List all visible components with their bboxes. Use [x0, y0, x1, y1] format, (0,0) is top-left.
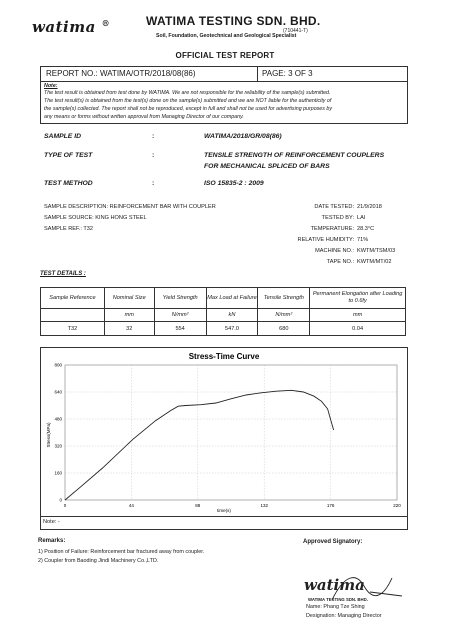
condition-label: RELATIVE HUMIDITY: [297, 237, 354, 243]
sample-id-value: WATIMA/2018/GR/08(86) [204, 133, 282, 140]
note-line: The test result(s) is obtained from the test(s) done on the sample(s) submitted and we are NOT liable for the authenticity of [44, 98, 332, 104]
x-tick-label: 44 [128, 503, 134, 508]
company-logo: watima ® [32, 18, 111, 36]
condition-label: TAPE NO.: [326, 259, 354, 265]
note-line: The test result is obtained from test done by WATIMA. We are not responsible for the reliability of the sample(s) submitted. [44, 90, 331, 96]
unit-cell: kN [206, 309, 258, 322]
report-number-box [40, 66, 408, 82]
unit-cell [41, 309, 105, 322]
stamp-company: WATIMA TESTING SDN. BHD. [308, 597, 368, 602]
colon: : [152, 152, 155, 159]
table-row [41, 322, 406, 336]
condition-value: 21/9/2018 [357, 204, 382, 210]
colon: : [152, 133, 155, 140]
x-tick-label: 0 [63, 503, 67, 508]
unit-cell: N/mm² [258, 309, 310, 322]
company-tagline: Soil, Foundation, Geotechnical and Geological Specialist [156, 33, 297, 39]
table-header-row [41, 288, 406, 309]
condition-label: TEMPERATURE: [310, 226, 354, 232]
y-tick-label: 800 [54, 362, 62, 368]
colon: : [152, 180, 155, 187]
condition-value: KWTM/MT/02 [357, 259, 392, 265]
condition-label: DATE TESTED: [314, 204, 354, 210]
column-header: Tensile Strength [258, 288, 310, 309]
y-tick-label: 320 [54, 443, 62, 449]
stamp-logo: watima [304, 576, 365, 594]
test-type-label: TYPE OF TEST [44, 152, 93, 159]
notes-row [40, 516, 408, 530]
unit-cell: N/mm² [154, 309, 206, 322]
condition-value: KWTM/TSM/03 [357, 248, 396, 254]
company-name: WATIMA TESTING SDN. BHD. [146, 14, 321, 28]
column-header: Yield Strength [154, 288, 206, 309]
note-line: any means or forms without written approval from Managing Director of our company. [44, 114, 244, 120]
note-title: Note: [44, 83, 58, 89]
x-tick-label: 176 [326, 503, 335, 508]
company-stamp-signature [274, 570, 410, 604]
report-title: OFFICIAL TEST REPORT [175, 51, 275, 60]
remarks-heading: Remarks: [38, 538, 66, 544]
notes-text: Note: - [43, 519, 60, 525]
report-number: REPORT NO.: WATIMA/OTR/2018/08(86) [46, 69, 196, 78]
table-cell: 554 [154, 322, 206, 336]
signatory-designation: Designation: Managing Director [306, 613, 382, 619]
x-tick-label: 88 [195, 503, 201, 508]
plot-area [65, 365, 397, 500]
x-tick-label: 132 [260, 503, 268, 508]
test-details-heading: TEST DETAILS : [40, 271, 86, 277]
divider [257, 67, 258, 81]
sample-id-label: SAMPLE ID [44, 133, 82, 140]
y-tick-label: 160 [54, 470, 62, 476]
unit-cell: mm [310, 309, 406, 322]
column-header: Permanent Elongation after Loading to 0.6fy [310, 288, 406, 309]
x-tick-label: 220 [393, 503, 401, 508]
remark-item: 1) Position of Failure: Reinforcement bar fractured away from coupler. [38, 549, 205, 555]
table-cell: 547.0 [206, 322, 258, 336]
test-type-value-1: TENSILE STRENGTH OF REINFORCEMENT COUPLERS [204, 152, 385, 159]
registration-number: (710441-T) [283, 28, 308, 34]
table-units-row [41, 309, 406, 322]
signatory-name: Name: Phang Tze Shing [306, 604, 365, 610]
chart-frame [40, 347, 408, 517]
page-indicator: PAGE: 3 OF 3 [262, 69, 313, 78]
x-axis-label: time(s) [217, 508, 231, 513]
condition-value: LAI [357, 215, 366, 221]
table-cell: T32 [41, 322, 105, 336]
test-type-value-2: FOR MECHANICAL SPLICED OF BARS [204, 163, 330, 170]
disclaimer-note [40, 81, 408, 124]
chart-title: Stress-Time Curve [188, 352, 260, 361]
test-details-table [40, 287, 406, 336]
y-tick-label: 640 [54, 389, 62, 395]
y-axis-label: Stress(MPa) [46, 422, 51, 448]
sample-source: SAMPLE SOURCE: KING HONG STEEL [44, 215, 147, 221]
y-tick-label: 480 [54, 416, 62, 422]
sample-description: SAMPLE DESCRIPTION: REINFORCEMENT BAR WITH COUPLER [44, 204, 216, 210]
table-cell: 680 [258, 322, 310, 336]
y-tick-label: 0 [59, 497, 62, 503]
unit-cell: mm [104, 309, 154, 322]
table-cell: 32 [104, 322, 154, 336]
condition-label: MACHINE NO.: [315, 248, 354, 254]
test-method-label: TEST METHOD [44, 180, 93, 187]
remark-item: 2) Coupler from Baoding Jindi Machinery Co.,LTD. [38, 558, 159, 564]
condition-value: 28.3°C [357, 226, 375, 232]
approved-signatory-heading: Approved Signatory: [303, 539, 363, 545]
test-method-value: ISO 15835-2 : 2009 [204, 180, 264, 187]
sample-ref: SAMPLE REF.: T32 [44, 226, 94, 232]
table-cell: 0.04 [310, 322, 406, 336]
note-line: the sample(s) collected. The report shall not be reproduced, except in full and shall not be used for advertising purposes by [44, 106, 332, 112]
stress-time-chart [41, 348, 407, 516]
column-header: Nominal Size [104, 288, 154, 309]
condition-label: TESTED BY: [321, 215, 354, 221]
condition-value: 71% [357, 237, 369, 243]
column-header: Sample Reference [41, 288, 105, 309]
column-header: Max Load at Failure [206, 288, 258, 309]
